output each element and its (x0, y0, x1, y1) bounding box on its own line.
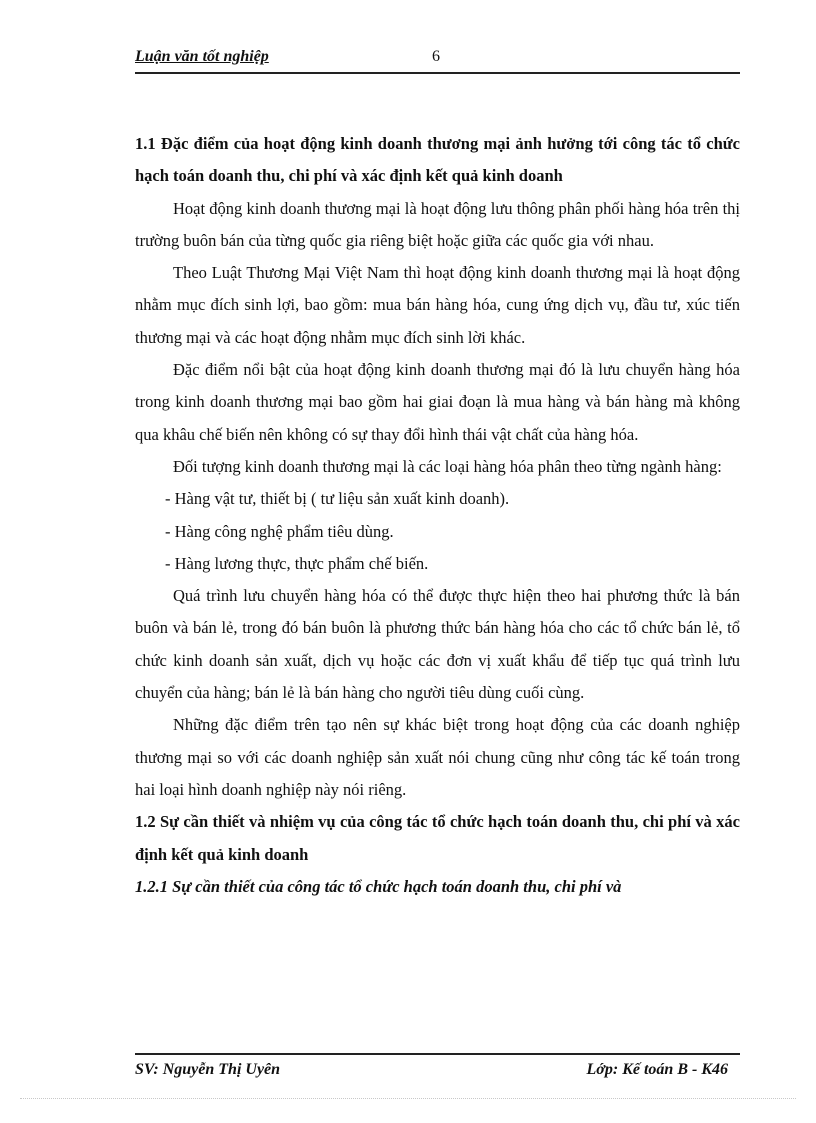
list-item: - Hàng công nghệ phẩm tiêu dùng. (165, 521, 394, 541)
paragraph-4: Đối tượng kinh doanh thương mại là các loại hàng hóa phân theo từng ngành hàng: (173, 456, 722, 476)
page-header (135, 48, 740, 74)
section-heading-1-1: 1.1 Đặc điểm của hoạt động kinh doanh thương mại ảnh hưởng tới công tác tổ chức hạch toán doanh thu, chi phí và xác định kết quả kinh doanh (135, 134, 740, 186)
document-title: Luận văn tốt nghiệp (135, 48, 269, 65)
paragraph-5: Quá trình lưu chuyển hàng hóa có thể được thực hiện theo hai phương thức là bán buôn và bán lẻ, trong đó bán buôn là phương thức bán hàng hóa cho các tổ chức bán lẻ, tổ chức kinh doanh sản xuất, dịch vụ hoặc các đơn vị xuất khẩu để tiếp tục quá trình lưu chuyển của hàng; bán lẻ là bán hàng cho người tiêu dùng cuối cùng. (135, 586, 740, 703)
section-heading-1-2: 1.2 Sự cần thiết và nhiệm vụ của công tác tổ chức hạch toán doanh thu, chi phí và xác định kết quả kinh doanh (135, 812, 740, 864)
page-footer (135, 1053, 740, 1085)
list-item: - Hàng vật tư, thiết bị ( tư liệu sản xuất kinh doanh). (165, 489, 510, 509)
page-number: 6 (432, 48, 440, 65)
paragraph-2: Theo Luật Thương Mại Việt Nam thì hoạt động kinh doanh thương mại là hoạt động nhằm mục đích sinh lợi, bao gồm: mua bán hàng hóa, cung ứng dịch vụ, đầu tư, xúc tiến thương mại và các hoạt động nhằm mục đích sinh lời khác. (135, 263, 740, 347)
class-name: Lớp: Kế toán B - K46 (586, 1061, 728, 1078)
page-body (135, 128, 740, 903)
paragraph-1: Hoạt động kinh doanh thương mại là hoạt động lưu thông phân phối hàng hóa trên thị trường buôn bán của từng quốc gia riêng biệt hoặc giữa các quốc gia với nhau. (135, 198, 740, 250)
subsection-heading-1-2-1: 1.2.1 Sự cần thiết của công tác tổ chức hạch toán doanh thu, chi phí và (135, 876, 622, 896)
paragraph-6: Những đặc điểm trên tạo nên sự khác biệt trong hoạt động của các doanh nghiệp thương mại so với các doanh nghiệp sản xuất nói chung cũng như công tác kế toán trong hai loại hình doanh nghiệp này nói riêng. (135, 715, 740, 799)
student-name: SV: Nguyễn Thị Uyên (135, 1061, 281, 1078)
page-bottom-edge (20, 1098, 796, 1099)
list-item: - Hàng lương thực, thực phẩm chế biến. (165, 553, 429, 573)
paragraph-3: Đặc điểm nổi bật của hoạt động kinh doanh thương mại đó là lưu chuyển hàng hóa trong kinh doanh thương mại bao gồm hai giai đoạn là mua hàng và bán hàng mà không qua khâu chế biến nên không có sự thay đổi hình thái vật chất của hàng hóa. (135, 360, 740, 444)
